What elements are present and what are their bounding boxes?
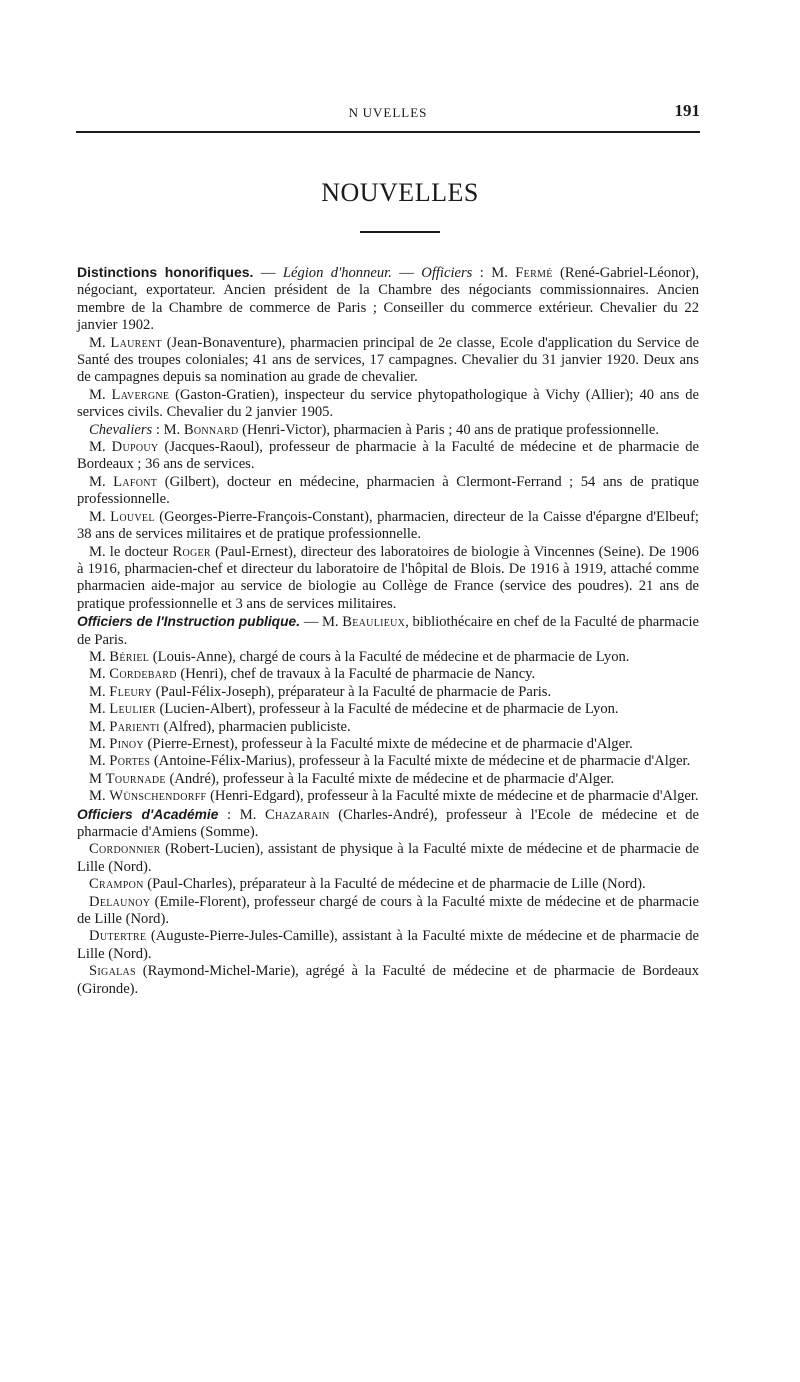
entry-beaulieux (77, 613, 699, 649)
entry-text: (Paul-Félix-Joseph), préparateur à la Faculté de pharmacie de Paris. (151, 683, 552, 700)
prefix: M. (89, 683, 110, 700)
entry-text: (Auguste-Pierre-Jules-Camille), assistant à la Faculté mixte de médecine et de pharmacie de Lille (Nord). (77, 928, 699, 962)
entry-leulier (77, 701, 699, 718)
entry-louvel (77, 509, 699, 544)
prefix: M. (89, 735, 110, 752)
rank-label: Chevaliers (89, 421, 153, 438)
separator: — (253, 265, 283, 281)
prefix: M. (89, 473, 114, 490)
header-rule (76, 131, 700, 133)
entry-text: (Georges-Pierre-François-Constant), pharmacien, directeur de la Caisse d'épargne d'Elbeuf; 38 ans de services militaires et de pratique professionnelle. (77, 508, 699, 543)
person-name: Laurent (110, 334, 162, 351)
entry-text: (Jean-Bonaventure), pharmacien principal de 2e classe, Ecole d'application du Service de Santé des troupes coloniales; 41 ans de services, 17 campagnes. Chevalier du 31 janvier 1920. Deux ans de campagnes depuis sa nomination au grade de chevalier. (77, 334, 699, 386)
rank-label: Officiers (421, 265, 473, 281)
entry-text: (Henri-Edgard), professeur à la Faculté mixte de médecine et de pharmacie d'Alger. (206, 788, 699, 805)
paragraph-legion-officiers (77, 264, 699, 335)
article-body (77, 264, 699, 998)
entry-text: (Henri), chef de travaux à la Faculté de pharmacie de Nancy. (176, 666, 536, 683)
person-name: Leulier (109, 701, 156, 718)
running-title: N UVELLES (348, 105, 428, 120)
person-name: Louvel (110, 508, 155, 525)
entry-text: (Jacques-Raoul), professeur de pharmacie à la Faculté de médecine et de pharmacie de Bordeaux ; 36 ans de services. (77, 439, 699, 473)
entry-text: (Antoine-Félix-Marius), professeur à la Faculté mixte de médecine et de pharmacie d'Alger. (150, 753, 691, 770)
entry-text: (Alfred), pharmacien publiciste. (159, 718, 351, 735)
entry-cordonnier (77, 841, 699, 876)
entry-text: (Charles-André), professeur à l'Ecole de médecine et de pharmacie d'Amiens (Somme). (77, 806, 700, 840)
prefix: M. (89, 386, 112, 403)
entry-chazarain (77, 806, 699, 842)
entry-text: (René-Gabriel-Léonor), négociant, exportateur. Ancien président de la Chambre des négociants commissionnaires. Ancien membre de la Chambre de commerce de Paris ; Conseiller du commerce extérieur. Chevalier du 22 janvier 1902. (77, 265, 700, 334)
separator: — (391, 265, 422, 281)
person-name: Bériel (109, 648, 150, 665)
person-name: Tournade (105, 770, 166, 787)
person-name: Fermé (515, 265, 553, 281)
entry-crampon (77, 876, 699, 893)
entry-lavergne (77, 387, 699, 422)
person-name: Sigalas (89, 963, 136, 980)
entry-text: (Paul-Charles), préparateur à la Faculté de médecine et de pharmacie de Lille (Nord). (143, 876, 646, 893)
prefix: M. (89, 788, 110, 805)
entry-text: (Pierre-Ernest), professeur à la Faculté mixte de médecine et de pharmacie d'Alger. (143, 735, 633, 752)
prefix: M. (89, 718, 110, 735)
entry-wunschendorff (77, 788, 699, 805)
entry-roger (77, 544, 699, 614)
entry-cordebard (77, 666, 699, 683)
subsection-heading: Officiers d'Académie (77, 806, 219, 822)
subsection-heading: Légion d'honneur. (282, 265, 392, 281)
prefix: : M. (218, 806, 265, 823)
entry-text: (Gilbert), docteur en médecine, pharmacien à Clermont-Ferrand ; 54 ans de pratique professionnelle. (77, 473, 699, 508)
entry-text: (Raymond-Michel-Marie), agrégé à la Faculté de médecine et de pharmacie de Bordeaux (Gironde). (77, 963, 699, 997)
person-name: Lavergne (111, 386, 170, 403)
prefix: M. (89, 701, 110, 718)
person-name: Portes (109, 753, 151, 770)
person-name: Cordebard (109, 666, 177, 683)
page-title: NOUVELLES (321, 178, 479, 207)
text: : M. (472, 265, 516, 281)
entry-text: (Lucien-Albert), professeur à la Faculté de médecine et de pharmacie de Lyon. (155, 701, 619, 718)
person-name: Beaulieux (342, 614, 406, 631)
person-name: Dutertre (89, 928, 147, 945)
person-name: Bonnard (183, 421, 239, 438)
prefix: M. (89, 648, 110, 665)
prefix: M. (89, 439, 112, 456)
entry-laurent (77, 335, 699, 387)
person-name: Lafont (113, 473, 158, 490)
running-head (76, 100, 700, 126)
person-name: Cordonnier (89, 841, 161, 858)
prefix: M. (89, 508, 111, 525)
entry-portes (77, 753, 699, 770)
subsection-heading: Officiers de l'Instruction publique. (77, 614, 301, 630)
prefix: M. (89, 334, 111, 351)
prefix: M. le docteur (89, 543, 173, 560)
prefix: M (89, 770, 106, 787)
section-heading: Distinctions honorifiques. (77, 264, 254, 280)
title-rule (360, 231, 440, 233)
person-name: Parienti (109, 718, 160, 735)
person-name: Fleury (109, 683, 152, 700)
entry-pinoy (77, 736, 699, 753)
entry-text: (André), professeur à la Faculté mixte de médecine et de pharmacie d'Alger. (165, 770, 615, 787)
person-name: Delaunoy (89, 893, 151, 910)
entry-text: (Emile-Florent), professeur chargé de cours à la Faculté mixte de médecine et de pharmacie de Lille (Nord). (77, 893, 699, 928)
person-name: Dupouy (111, 439, 159, 456)
entry-dupouy (77, 439, 699, 474)
entry-parienti (77, 719, 699, 736)
entry-tournade (77, 771, 699, 788)
prefix: : M. (152, 421, 184, 438)
entry-text: (Robert-Lucien), assistant de physique à la Faculté mixte de médecine et de pharmacie de Lille (Nord). (77, 841, 699, 875)
entry-fleury (77, 684, 699, 701)
person-name: Crampon (89, 876, 144, 893)
entry-lafont (77, 474, 699, 509)
prefix: M. (89, 753, 110, 770)
prefix: — M. (300, 614, 343, 631)
prefix: M. (89, 666, 110, 683)
entry-text: , bibliothécaire en chef de la Faculté de pharmacie de Paris. (77, 614, 699, 648)
person-name: Chazarain (264, 806, 330, 823)
entry-bonnard (77, 422, 699, 439)
entry-text: (Louis-Anne), chargé de cours à la Faculté de médecine et de pharmacie de Lyon. (149, 648, 630, 665)
entry-delaunoy (77, 894, 699, 929)
person-name: Roger (172, 543, 211, 560)
person-name: Pinoy (109, 735, 144, 752)
entry-dutertre (77, 928, 699, 963)
entry-text: (Gaston-Gratien), inspecteur du service phytopathologique à Vichy (Allier); 40 ans de services civils. Chevalier du 2 janvier 1905. (77, 386, 699, 421)
entry-text: (Henri-Victor), pharmacien à Paris ; 40 ans de pratique professionnelle. (238, 421, 660, 438)
entry-text: (Paul-Ernest), directeur des laboratoires de biologie à Vincennes (Seine). De 1906 à 1916, pharmacien-chef et directeur du laboratoire de l'hôpital de Blois. De 1916 à 1919, attaché comme pharmacien aide-major au service de biologie au Collège de France (service des poudres). 21 ans de pratique professionnelle et 3 ans de services militaires. (77, 543, 699, 612)
page-number: 191 (674, 101, 700, 120)
entry-sigalas (77, 963, 699, 998)
entry-beriel (77, 649, 699, 666)
person-name: Wünschendorff (109, 788, 207, 805)
